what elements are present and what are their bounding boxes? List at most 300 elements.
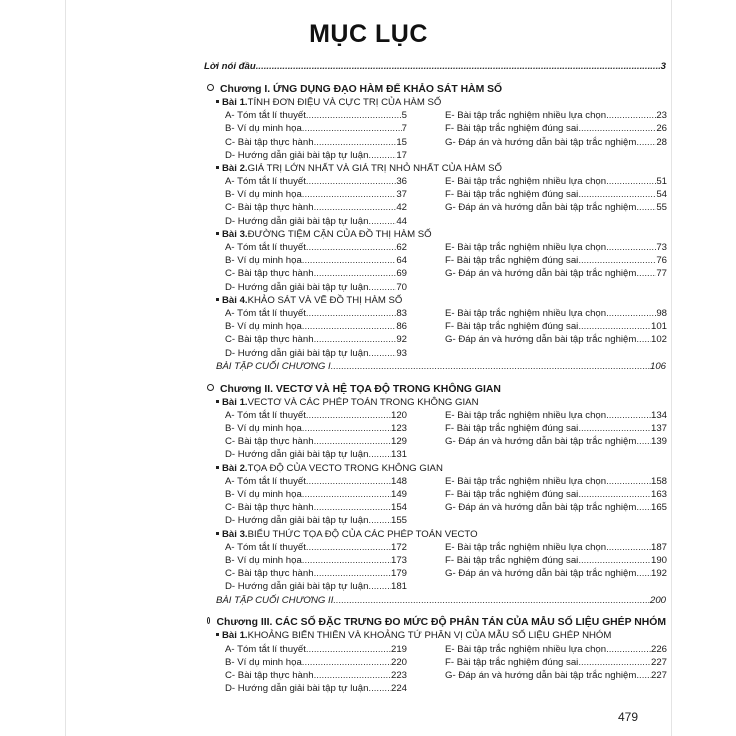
toc-entry[interactable] xyxy=(445,409,667,422)
entry-label: A- Tóm tắt lí thuyết xyxy=(225,242,306,254)
lesson-items xyxy=(204,475,666,528)
lesson-title: TÍNH ĐƠN ĐIỆU VÀ CỰC TRỊ CỦA HÀM SỐ xyxy=(247,96,442,108)
toc-entry[interactable] xyxy=(225,501,407,514)
entry-label: D- Hướng dẫn giải bài tập tự luận xyxy=(225,347,369,359)
dot-leader xyxy=(331,360,650,373)
entry-page: 154 xyxy=(390,502,407,514)
toc-entry[interactable] xyxy=(225,448,407,461)
dot-leader xyxy=(333,594,650,607)
entry-label: A- Tóm tắt lí thuyết xyxy=(225,541,306,553)
page-title: MỤC LỤC xyxy=(309,20,428,48)
entry-page: 51 xyxy=(656,176,667,188)
entry-page: 44 xyxy=(396,215,407,227)
entry-page: 200 xyxy=(649,594,666,606)
dot-leader xyxy=(302,320,397,333)
dot-leader xyxy=(578,188,656,201)
lesson-title: VECTƠ VÀ CÁC PHÉP TOÁN TRONG KHÔNG GIAN xyxy=(247,396,479,408)
entry-page: 73 xyxy=(656,242,667,254)
entry-label: D- Hướng dẫn giải bài tập tự luận xyxy=(225,281,369,293)
toc-entry[interactable] xyxy=(225,488,407,501)
entry-label: E- Bài tập trắc nghiệm nhiều lựa chọn xyxy=(445,643,607,655)
entry-page: 187 xyxy=(650,541,667,553)
entry-label: D- Hướng dẫn giải bài tập tự luận xyxy=(225,683,369,695)
dot-leader xyxy=(636,567,651,580)
chapter-title: Chương II. VECTƠ VÀ HỆ TỌA ĐỘ TRONG KHÔNG GIAN xyxy=(220,383,501,395)
lesson-items xyxy=(204,109,666,162)
toc-entry-preface[interactable] xyxy=(204,60,666,73)
lesson-heading[interactable] xyxy=(204,629,666,642)
toc-entry[interactable] xyxy=(225,109,407,122)
entry-label: C- Bài tập thực hành xyxy=(225,436,314,448)
dot-leader xyxy=(302,488,391,501)
toc-entry[interactable] xyxy=(225,475,407,488)
dot-leader xyxy=(578,656,651,669)
dot-leader xyxy=(578,254,656,267)
circle-bullet-icon xyxy=(207,617,210,624)
entry-label: E- Bài tập trắc nghiệm nhiều lựa chọn xyxy=(445,307,607,319)
dot-leader xyxy=(306,643,391,656)
entry-page: 37 xyxy=(396,189,407,201)
entry-label: G- Đáp án và hướng dẫn bài tập trắc nghiệm xyxy=(445,136,637,148)
entry-label: C- Bài tập thực hành xyxy=(225,268,314,280)
chapter-heading[interactable] xyxy=(204,83,666,96)
toc-entry[interactable] xyxy=(225,281,407,294)
dot-leader xyxy=(368,448,391,461)
toc-entry[interactable] xyxy=(225,241,407,254)
entry-label: D- Hướng dẫn giải bài tập tự luận xyxy=(225,515,369,527)
entry-label: C- Bài tập thực hành xyxy=(225,334,314,346)
entry-label: B- Ví dụ minh họa xyxy=(225,554,302,566)
entry-page: 93 xyxy=(396,347,407,359)
items-left-column xyxy=(225,109,407,162)
entry-page: 7 xyxy=(401,123,407,135)
toc-entry[interactable] xyxy=(225,554,407,567)
entry-page: 123 xyxy=(390,423,407,435)
entry-label: F- Bài tập trắc nghiệm đúng sai xyxy=(445,123,579,135)
dot-leader xyxy=(302,122,402,135)
lesson-heading[interactable] xyxy=(204,228,666,241)
dot-leader xyxy=(578,320,651,333)
entry-page: 77 xyxy=(656,268,667,280)
entry-page: 64 xyxy=(396,255,407,267)
entry-page: 227 xyxy=(650,656,667,668)
entry-page: 17 xyxy=(396,149,407,161)
toc-entry[interactable] xyxy=(445,188,667,201)
entry-label: C- Bài tập thực hành xyxy=(225,202,314,214)
entry-label: F- Bài tập trắc nghiệm đúng sai xyxy=(445,656,579,668)
toc-entry[interactable] xyxy=(445,567,667,580)
entry-page: 179 xyxy=(390,568,407,580)
square-bullet-icon xyxy=(216,466,219,469)
entry-page: 28 xyxy=(656,136,667,148)
entry-label: B- Ví dụ minh họa xyxy=(225,189,302,201)
items-right-column xyxy=(445,541,667,594)
circle-bullet-icon xyxy=(207,384,214,391)
toc-entry[interactable] xyxy=(225,514,407,527)
entry-label: BÀI TẬP CUỐI CHƯƠNG I xyxy=(216,360,331,372)
toc-entry[interactable] xyxy=(445,109,667,122)
lesson-label: Bài 4. xyxy=(222,294,248,306)
circle-bullet-icon xyxy=(207,84,214,91)
dot-leader xyxy=(368,347,396,360)
entry-page: 192 xyxy=(650,568,667,580)
entry-label: B- Ví dụ minh họa xyxy=(225,423,302,435)
toc-entry[interactable] xyxy=(225,320,407,333)
entry-label: C- Bài tập thực hành xyxy=(225,502,314,514)
entry-label: A- Tóm tắt lí thuyết xyxy=(225,409,306,421)
toc-entry[interactable] xyxy=(225,175,407,188)
entry-label: B- Ví dụ minh họa xyxy=(225,321,302,333)
toc-entry[interactable] xyxy=(225,541,407,554)
items-left-column xyxy=(225,175,407,228)
dot-leader xyxy=(606,475,651,488)
entry-page: 92 xyxy=(396,334,407,346)
entry-label: B- Ví dụ minh họa xyxy=(225,123,302,135)
items-left-column xyxy=(225,307,407,360)
page-number: 479 xyxy=(618,710,639,724)
lesson-items xyxy=(204,307,666,360)
dot-leader xyxy=(314,267,397,280)
entry-page: 5 xyxy=(401,110,407,122)
entry-page: 172 xyxy=(390,541,407,553)
entry-page: 106 xyxy=(649,360,666,372)
entry-label: D- Hướng dẫn giải bài tập tự luận xyxy=(225,581,369,593)
lesson-label: Bài 1. xyxy=(222,396,248,408)
dot-leader xyxy=(578,554,651,567)
entry-page: 69 xyxy=(396,268,407,280)
chapter-title: Chương I. ỨNG DỤNG ĐẠO HÀM ĐỂ KHẢO SÁT HÀM SỐ xyxy=(220,83,503,95)
toc-entry[interactable] xyxy=(225,201,407,214)
dot-leader xyxy=(578,488,651,501)
entry-label: A- Tóm tắt lí thuyết xyxy=(225,475,306,487)
entry-page: 62 xyxy=(396,242,407,254)
entry-label: D- Hướng dẫn giải bài tập tự luận xyxy=(225,149,369,161)
entry-label: D- Hướng dẫn giải bài tập tự luận xyxy=(225,215,369,227)
lesson-items xyxy=(204,175,666,228)
lesson-title: KHẢO SÁT VÀ VẼ ĐỒ THỊ HÀM SỐ xyxy=(247,294,403,306)
entry-page: 70 xyxy=(396,281,407,293)
toc-entry[interactable] xyxy=(445,201,667,214)
dot-leader xyxy=(636,267,656,280)
toc-entry[interactable] xyxy=(225,215,407,228)
items-right-column xyxy=(445,307,667,360)
entry-label: A- Tóm tắt lí thuyết xyxy=(225,176,306,188)
dot-leader xyxy=(636,669,651,682)
lesson-title: BIỂU THỨC TỌA ĐỘ CỦA CÁC PHÉP TOÁN VECTO xyxy=(247,528,478,540)
entry-label: G- Đáp án và hướng dẫn bài tập trắc nghiệm xyxy=(445,670,637,682)
entry-page: 148 xyxy=(390,475,407,487)
toc-entry[interactable] xyxy=(445,307,667,320)
toc-entry[interactable] xyxy=(204,594,666,607)
toc-entry[interactable] xyxy=(445,267,667,280)
items-left-column xyxy=(225,409,407,462)
entry-label: C- Bài tập thực hành xyxy=(225,136,314,148)
toc-entry[interactable] xyxy=(225,188,407,201)
items-right-column xyxy=(445,409,667,462)
square-bullet-icon xyxy=(216,166,219,169)
entry-label: E- Bài tập trắc nghiệm nhiều lựa chọn xyxy=(445,409,607,421)
dot-leader xyxy=(302,188,397,201)
entry-page: 98 xyxy=(656,307,667,319)
items-left-column xyxy=(225,643,407,696)
lesson-heading[interactable] xyxy=(204,528,666,541)
toc-entry[interactable] xyxy=(445,254,667,267)
entry-page: 139 xyxy=(650,436,667,448)
dot-leader xyxy=(636,201,656,214)
dot-leader xyxy=(636,435,651,448)
items-left-column xyxy=(225,541,407,594)
toc-entry[interactable] xyxy=(445,241,667,254)
entry-label: E- Bài tập trắc nghiệm nhiều lựa chọn xyxy=(445,541,607,553)
toc-entry[interactable] xyxy=(225,122,407,135)
dot-leader xyxy=(256,60,661,73)
entry-page: 220 xyxy=(390,656,407,668)
entry-page: 86 xyxy=(396,321,407,333)
dot-leader xyxy=(368,149,396,162)
dot-leader xyxy=(306,541,391,554)
entry-label: C- Bài tập thực hành xyxy=(225,670,314,682)
square-bullet-icon xyxy=(216,100,219,103)
dot-leader xyxy=(314,669,391,682)
entry-page: 224 xyxy=(390,683,407,695)
dot-leader xyxy=(606,409,651,422)
entry-page: 83 xyxy=(396,307,407,319)
dot-leader xyxy=(314,333,397,346)
toc-entry[interactable] xyxy=(225,656,407,669)
entry-label: A- Tóm tắt lí thuyết xyxy=(225,307,306,319)
table-of-contents xyxy=(204,60,666,695)
entry-page: 54 xyxy=(656,189,667,201)
chapter-heading[interactable] xyxy=(204,383,666,396)
toc-entry[interactable] xyxy=(445,656,667,669)
toc-entry[interactable] xyxy=(225,347,407,360)
dot-leader xyxy=(606,307,656,320)
entry-page: 158 xyxy=(650,475,667,487)
lesson-heading[interactable] xyxy=(204,294,666,307)
chapter-heading[interactable] xyxy=(204,616,666,629)
dot-leader xyxy=(368,580,391,593)
toc-entry[interactable] xyxy=(445,122,667,135)
entry-label: B- Ví dụ minh họa xyxy=(225,255,302,267)
entry-page: 36 xyxy=(396,176,407,188)
dot-leader xyxy=(302,422,391,435)
dot-leader xyxy=(314,136,397,149)
entry-page: 223 xyxy=(390,670,407,682)
entry-label: C- Bài tập thực hành xyxy=(225,568,314,580)
lesson-heading[interactable] xyxy=(204,462,666,475)
toc-entry[interactable] xyxy=(225,409,407,422)
items-right-column xyxy=(445,475,667,528)
square-bullet-icon xyxy=(216,532,219,535)
items-right-column xyxy=(445,241,667,294)
entry-label: F- Bài tập trắc nghiệm đúng sai xyxy=(445,255,579,267)
toc-entry[interactable] xyxy=(445,435,667,448)
toc-entry[interactable] xyxy=(225,333,407,346)
dot-leader xyxy=(606,175,656,188)
lesson-label: Bài 3. xyxy=(222,528,248,540)
dot-leader xyxy=(306,175,396,188)
entry-label: G- Đáp án và hướng dẫn bài tập trắc nghiệm xyxy=(445,268,637,280)
lesson-heading[interactable] xyxy=(204,396,666,409)
toc-entry[interactable] xyxy=(445,488,667,501)
lesson-title: TỌA ĐỘ CỦA VECTO TRONG KHÔNG GIAN xyxy=(247,462,443,474)
toc-entry[interactable] xyxy=(445,320,667,333)
dot-leader xyxy=(306,109,402,122)
entry-page: 15 xyxy=(396,136,407,148)
entry-page: 129 xyxy=(390,436,407,448)
entry-label: B- Ví dụ minh họa xyxy=(225,489,302,500)
toc-entry[interactable] xyxy=(225,643,407,656)
entry-page: 137 xyxy=(650,423,667,435)
toc-entry[interactable] xyxy=(225,682,407,695)
lesson-title: KHOẢNG BIẾN THIÊN VÀ KHOẢNG TỨ PHÂN VỊ CỦA MẪU SỐ LIỆU GHÉP NHÓM xyxy=(247,630,612,642)
lesson-label: Bài 2. xyxy=(222,462,248,474)
entry-page: 181 xyxy=(390,581,407,593)
dot-leader xyxy=(306,409,391,422)
dot-leader xyxy=(302,656,391,669)
entry-label: G- Đáp án và hướng dẫn bài tập trắc nghiệm xyxy=(445,202,637,214)
entry-page: 26 xyxy=(656,123,667,135)
toc-entry[interactable] xyxy=(225,136,407,149)
entry-label: E- Bài tập trắc nghiệm nhiều lựa chọn xyxy=(445,242,607,254)
lesson-heading[interactable] xyxy=(204,96,666,109)
lesson-title: ĐƯỜNG TIỆM CẬN CỦA ĐỒ THỊ HÀM SỐ xyxy=(247,228,432,240)
entry-label: G- Đáp án và hướng dẫn bài tập trắc nghiệm xyxy=(445,502,637,514)
items-right-column xyxy=(445,643,667,696)
toc-entry[interactable] xyxy=(445,136,667,149)
entry-label: F- Bài tập trắc nghiệm đúng sai xyxy=(445,321,579,333)
entry-page: 101 xyxy=(650,321,667,333)
dot-leader xyxy=(606,241,656,254)
items-right-column xyxy=(445,109,667,162)
dot-leader xyxy=(314,435,391,448)
entry-page: 155 xyxy=(390,515,407,527)
dot-leader xyxy=(306,241,396,254)
entry-label: A- Tóm tắt lí thuyết xyxy=(225,110,306,122)
entry-label: E- Bài tập trắc nghiệm nhiều lựa chọn xyxy=(445,475,607,487)
entry-label: G- Đáp án và hướng dẫn bài tập trắc nghiệm xyxy=(445,436,637,448)
entry-page: 55 xyxy=(656,202,667,214)
dot-leader xyxy=(368,514,391,527)
dot-leader xyxy=(302,254,397,267)
dot-leader xyxy=(368,682,391,695)
entry-page: 42 xyxy=(396,202,407,214)
entry-page: 76 xyxy=(656,255,667,267)
toc-entry[interactable] xyxy=(225,267,407,280)
toc-entry[interactable] xyxy=(445,554,667,567)
square-bullet-icon xyxy=(216,298,219,301)
lesson-label: Bài 3. xyxy=(222,228,248,240)
dot-leader xyxy=(314,201,397,214)
lesson-items xyxy=(204,643,666,696)
dot-leader xyxy=(306,475,391,488)
entry-label: G- Đáp án và hướng dẫn bài tập trắc nghiệm xyxy=(445,334,637,346)
lesson-label: Bài 2. xyxy=(222,162,248,174)
entry-label: F- Bài tập trắc nghiệm đúng sai xyxy=(445,423,579,435)
entry-label: B- Ví dụ minh họa xyxy=(225,656,302,668)
dot-leader xyxy=(578,122,656,135)
dot-leader xyxy=(606,109,656,122)
entry-page: 149 xyxy=(390,489,407,500)
entry-page: 131 xyxy=(390,449,407,461)
toc-entry[interactable] xyxy=(445,669,667,682)
entry-label: F- Bài tập trắc nghiệm đúng sai xyxy=(445,489,579,500)
toc-entry[interactable] xyxy=(225,254,407,267)
lesson-items xyxy=(204,241,666,294)
dot-leader xyxy=(636,333,651,346)
entry-page: 190 xyxy=(650,554,667,566)
entry-page: 23 xyxy=(656,110,667,122)
entry-label: G- Đáp án và hướng dẫn bài tập trắc nghiệm xyxy=(445,568,637,580)
dot-leader xyxy=(368,281,396,294)
toc-entry[interactable] xyxy=(225,422,407,435)
lesson-title: GIÁ TRỊ LỚN NHẤT VÀ GIÁ TRỊ NHỎ NHẤT CỦA HÀM SỐ xyxy=(247,162,502,174)
square-bullet-icon xyxy=(216,400,219,403)
toc-entry[interactable] xyxy=(225,435,407,448)
entry-page: 120 xyxy=(390,409,407,421)
entry-label: BÀI TẬP CUỐI CHƯƠNG II xyxy=(216,594,334,606)
document-page xyxy=(65,0,672,736)
entry-label: D- Hướng dẫn giải bài tập tự luận xyxy=(225,449,369,461)
toc-entry[interactable] xyxy=(204,360,666,373)
entry-page: 173 xyxy=(390,554,407,566)
square-bullet-icon xyxy=(216,633,219,636)
lesson-label: Bài 1. xyxy=(222,96,248,108)
dot-leader xyxy=(314,567,391,580)
toc-entry[interactable] xyxy=(445,422,667,435)
entry-page: 219 xyxy=(390,643,407,655)
dot-leader xyxy=(636,136,656,149)
toc-entry[interactable] xyxy=(225,149,407,162)
items-left-column xyxy=(225,475,407,528)
dot-leader xyxy=(636,501,651,514)
entry-label: F- Bài tập trắc nghiệm đúng sai xyxy=(445,189,579,201)
square-bullet-icon xyxy=(216,232,219,235)
toc-entry[interactable] xyxy=(225,580,407,593)
toc-entry[interactable] xyxy=(445,541,667,554)
entry-page: 165 xyxy=(650,502,667,514)
entry-page: 226 xyxy=(650,643,667,655)
entry-page: 163 xyxy=(650,489,667,500)
toc-entry[interactable] xyxy=(225,669,407,682)
dot-leader xyxy=(578,422,651,435)
lesson-items xyxy=(204,541,666,594)
items-right-column xyxy=(445,175,667,228)
toc-entry[interactable] xyxy=(225,567,407,580)
entry-label: E- Bài tập trắc nghiệm nhiều lựa chọn xyxy=(445,176,607,188)
toc-entry[interactable] xyxy=(445,175,667,188)
lesson-label: Bài 1. xyxy=(222,630,248,642)
dot-leader xyxy=(606,643,651,656)
toc-entry[interactable] xyxy=(445,643,667,656)
toc-entry[interactable] xyxy=(445,501,667,514)
toc-entry[interactable] xyxy=(225,307,407,320)
dot-leader xyxy=(302,554,391,567)
toc-entry[interactable] xyxy=(445,333,667,346)
dot-leader xyxy=(368,215,396,228)
dot-leader xyxy=(606,541,651,554)
lesson-heading[interactable] xyxy=(204,162,666,175)
entry-label: A- Tóm tắt lí thuyết xyxy=(225,643,306,655)
chapter-title: Chương III. CÁC SỐ ĐẶC TRƯNG ĐO MỨC ĐỘ PHÂN TÁN CỦA MẪU SỐ LIỆU GHÉP NHÓM xyxy=(216,617,666,629)
entry-page: 3 xyxy=(660,61,666,72)
dot-leader xyxy=(314,501,391,514)
items-left-column xyxy=(225,241,407,294)
entry-page: 134 xyxy=(650,409,667,421)
entry-label: Lời nói đầu xyxy=(204,61,256,72)
entry-page: 102 xyxy=(650,334,667,346)
toc-entry[interactable] xyxy=(445,475,667,488)
